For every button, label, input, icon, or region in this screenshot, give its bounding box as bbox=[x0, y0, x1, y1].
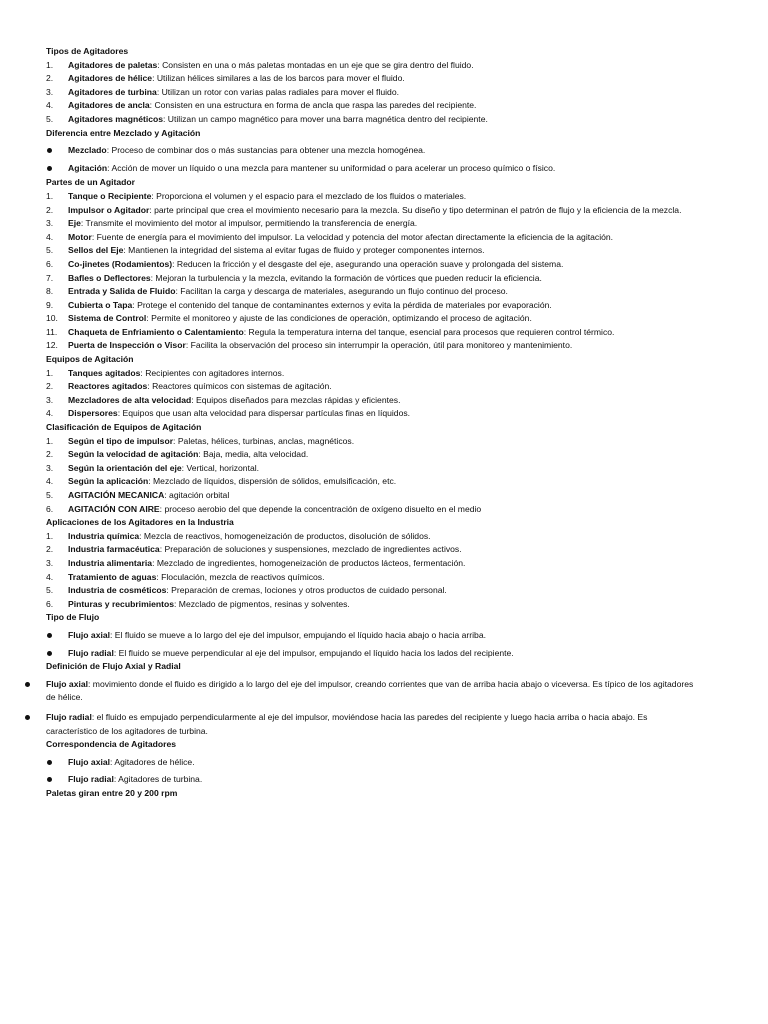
list-item-partes-1 bbox=[46, 190, 748, 204]
item-term: Agitadores de paletas bbox=[68, 59, 158, 70]
list-item-tipos-2 bbox=[46, 72, 748, 86]
item-text: : Preparación de cremas, lociones y otros productos de cuidado personal. bbox=[166, 585, 447, 596]
list-item-partes-9 bbox=[46, 299, 748, 313]
item-term: Industria química bbox=[68, 530, 140, 541]
bullet-icon bbox=[47, 148, 52, 153]
item-term: Bafles o Deflectores bbox=[68, 272, 151, 283]
item-number: 7. bbox=[46, 272, 54, 283]
item-term: Cubierta o Tapa bbox=[68, 299, 133, 310]
item-number: 4. bbox=[46, 571, 54, 582]
item-number: 2. bbox=[46, 544, 54, 555]
item-number: 1. bbox=[46, 59, 54, 70]
item-text: : Reducen la fricción y el desgaste del eje, asegurando una operación suave y prolongada del sistema. bbox=[172, 258, 564, 269]
item-text: : Utilizan un campo magnético para mover una barra magnética dentro del recipiente. bbox=[163, 113, 488, 124]
item-text: : agitación orbital bbox=[164, 490, 230, 500]
list-item-aplicaciones-6 bbox=[46, 598, 748, 612]
item-term: Mezcladores de alta velocidad bbox=[68, 394, 192, 405]
item-term: Mezclado bbox=[68, 145, 107, 156]
item-term: Flujo radial bbox=[68, 774, 114, 785]
item-number: 3. bbox=[46, 86, 54, 97]
item-text: : Mejoran la turbulencia y la mezcla, evitando la formación de vórtices que pueden reducir la eficiencia. bbox=[150, 272, 542, 283]
list-item-correspondencia-1 bbox=[46, 756, 748, 770]
item-term: Motor bbox=[68, 231, 92, 242]
list-item-aplicaciones-5 bbox=[46, 584, 748, 598]
item-term: Industria farmacéutica bbox=[68, 544, 160, 555]
list-item-correspondencia-2 bbox=[46, 773, 748, 787]
heading-aplicaciones: Aplicaciones de los Agitadores en la Industria bbox=[46, 517, 234, 528]
item-number: 5. bbox=[46, 245, 54, 256]
item-term: Tratamiento de aguas bbox=[68, 571, 157, 582]
item-term: Industria alimentaria bbox=[68, 557, 153, 568]
list-item-tipos-3 bbox=[46, 86, 748, 100]
item-number: 4. bbox=[46, 231, 54, 242]
item-text: : Agitadores de hélice. bbox=[110, 756, 195, 767]
list-item-equipos-3 bbox=[46, 394, 748, 408]
item-number: 3. bbox=[46, 462, 54, 473]
item-number: 2. bbox=[46, 204, 54, 215]
heading-equipos: Equipos de Agitación bbox=[46, 354, 134, 365]
item-term: Co-jinetes (Rodamientos) bbox=[68, 258, 173, 269]
heading-tipo-flujo: Tipo de Flujo bbox=[46, 612, 100, 623]
item-number: 3. bbox=[46, 394, 54, 405]
heading-clasificacion: Clasificación de Equipos de Agitación bbox=[46, 422, 202, 433]
list-item-definicion-1 bbox=[46, 678, 696, 705]
item-term: Sistema de Control bbox=[68, 313, 147, 324]
item-text: : Consisten en una estructura en forma de ancla que raspa las paredes del recipiente. bbox=[149, 100, 477, 111]
item-text: : movimiento donde el fluido es dirigido a lo largo del eje del impulsor, creando corrientes que van de arriba hacia abajo o viceversa. Es típico de los agitadores de hélice. bbox=[46, 678, 694, 703]
item-number: 4. bbox=[46, 476, 54, 487]
item-term: Agitadores de ancla bbox=[68, 100, 150, 111]
item-text: : Acción de mover un líquido o una mezcla para mantener su uniformidad o para acelerar un proceso químico o físico. bbox=[107, 162, 556, 173]
item-term: AGITACIÓN MECANICA bbox=[68, 490, 165, 500]
list-item-partes-4 bbox=[46, 231, 748, 245]
list-item-partes-12 bbox=[46, 339, 748, 353]
item-term: Sellos del Eje bbox=[68, 245, 124, 256]
heading-partes: Partes de un Agitador bbox=[46, 177, 135, 188]
list-item-tipo-flujo-1 bbox=[46, 629, 748, 643]
item-text: : Facilita la observación del proceso sin interrumpir la operación, útil para monitoreo y mantenimiento. bbox=[185, 340, 573, 351]
item-term: Eje bbox=[68, 218, 81, 229]
item-text: : Protege el contenido del tanque de contaminantes externos y evita la pérdida de materiales por evaporación. bbox=[132, 299, 552, 310]
item-number: 4. bbox=[46, 100, 54, 111]
list-item-partes-2 bbox=[46, 204, 748, 218]
item-term: Agitadores magnéticos bbox=[68, 113, 164, 124]
item-number: 11. bbox=[46, 326, 58, 337]
item-term: Según la aplicación bbox=[68, 476, 149, 487]
item-number: 9. bbox=[46, 299, 54, 310]
item-text: : Vertical, horizontal. bbox=[181, 462, 260, 473]
list-item-partes-11 bbox=[46, 326, 748, 340]
bullet-icon bbox=[25, 682, 30, 687]
item-number: 1. bbox=[46, 367, 54, 378]
item-text: : Baja, media, alta velocidad. bbox=[198, 449, 309, 460]
item-number: 12. bbox=[46, 340, 58, 351]
item-text: : Agitadores de turbina. bbox=[113, 774, 203, 785]
list-item-tipos-5 bbox=[46, 113, 748, 127]
list-item-clasificacion-2 bbox=[46, 448, 748, 462]
item-number: 3. bbox=[46, 557, 54, 568]
list-item-partes-5 bbox=[46, 244, 748, 258]
list-item-partes-10 bbox=[46, 312, 748, 326]
item-text: : Mezclado de líquidos, dispersión de sólidos, emulsificación, etc. bbox=[148, 476, 397, 487]
bullet-icon bbox=[47, 651, 52, 656]
item-number: 5. bbox=[46, 585, 54, 596]
item-text: : El fluido se mueve a lo largo del eje del impulsor, empujando el líquido hacia abajo o hacia arriba. bbox=[110, 629, 486, 640]
item-term: Impulsor o Agitador bbox=[68, 204, 150, 215]
bullet-icon bbox=[25, 715, 30, 720]
item-text: : Transmite el movimiento del motor al impulsor, permitiendo la transferencia de energía. bbox=[80, 218, 418, 229]
item-text: : parte principal que crea el movimiento necesario para la mezcla. Su diseño y tipo determinan el patrón de flujo y la eficiencia de la mezcla. bbox=[149, 204, 682, 215]
bullet-icon bbox=[47, 777, 52, 782]
list-item-equipos-4 bbox=[46, 407, 748, 421]
list-item-partes-6 bbox=[46, 258, 748, 272]
item-text: : Regula la temperatura interna del tanque, esencial para procesos que requieren control térmico. bbox=[243, 326, 615, 337]
item-text: : Fuente de energía para el movimiento del impulsor. La velocidad y potencia del motor afectan directamente la eficiencia de la agitación. bbox=[91, 231, 614, 242]
item-text: : El fluido se mueve perpendicular al eje del impulsor, empujando el líquido hacia los lados del recipiente. bbox=[113, 647, 514, 658]
list-item-partes-7 bbox=[46, 272, 748, 286]
item-term: Flujo radial bbox=[46, 711, 92, 722]
item-number: 1. bbox=[46, 190, 54, 201]
item-text: : Paletas, hélices, turbinas, anclas, magnéticos. bbox=[173, 435, 355, 446]
list-item-diferencia-2 bbox=[46, 162, 748, 176]
item-term: Chaqueta de Enfriamiento o Calentamiento bbox=[68, 326, 244, 337]
heading-tipos-agitadores: Tipos de Agitadores bbox=[46, 46, 129, 56]
item-number: 6. bbox=[46, 598, 54, 609]
item-text: : proceso aerobio del que depende la concentración de oxígeno disuelto en el medio bbox=[159, 503, 482, 514]
item-number: 2. bbox=[46, 381, 54, 392]
item-text: : Equipos que usan alta velocidad para dispersar partículas finas en líquidos. bbox=[117, 408, 411, 419]
item-term: Flujo radial bbox=[68, 647, 114, 658]
item-term: Según la orientación del eje bbox=[68, 462, 182, 473]
list-item-clasificacion-1 bbox=[46, 435, 748, 449]
list-item-tipo-flujo-2 bbox=[46, 647, 748, 661]
list-item-aplicaciones-3 bbox=[46, 557, 748, 571]
item-text: : Permite el monitoreo y ajuste de las condiciones de operación, optimizando el proceso de agitación. bbox=[146, 313, 532, 324]
item-term: AGITACIÓN CON AIRE bbox=[68, 503, 160, 514]
item-term: Flujo axial bbox=[46, 678, 89, 689]
item-number: 10. bbox=[46, 313, 58, 324]
item-text: : Mezclado de ingredientes, homogeneización de productos lácteos, fermentación. bbox=[152, 557, 466, 568]
bullet-icon bbox=[47, 760, 52, 765]
item-number: 8. bbox=[46, 286, 54, 297]
item-number: 6. bbox=[46, 503, 54, 514]
item-number: 1. bbox=[46, 435, 54, 446]
item-text: : el fluido es empujado perpendicularmente al eje del impulsor, moviéndose hacia las paredes del recipiente y luego hacia arriba o hacia abajo. Es característico de los agitadores de turbina. bbox=[46, 711, 648, 736]
item-text: : Mezclado de pigmentos, resinas y solventes. bbox=[174, 598, 350, 609]
item-text: : Consisten en una o más paletas montadas en un eje que se gira dentro del fluido. bbox=[157, 59, 474, 70]
item-term: Agitadores de hélice bbox=[68, 73, 153, 84]
item-term: Flujo axial bbox=[68, 756, 111, 767]
list-item-equipos-1 bbox=[46, 367, 748, 381]
list-item-equipos-2 bbox=[46, 380, 748, 394]
item-text: : Mantienen la integridad del sistema al evitar fugas de fluido y proteger componentes internos. bbox=[123, 245, 485, 256]
item-number: 5. bbox=[46, 490, 54, 500]
item-number: 2. bbox=[46, 449, 54, 460]
list-item-clasificacion-6 bbox=[46, 503, 748, 517]
list-item-diferencia-1 bbox=[46, 144, 748, 158]
heading-correspondencia: Correspondencia de Agitadores bbox=[46, 739, 177, 750]
item-text: : Utilizan hélices similares a las de los barcos para mover el fluido. bbox=[152, 73, 405, 84]
item-number: 3. bbox=[46, 218, 54, 229]
bullet-icon bbox=[47, 166, 52, 171]
item-term: Tanques agitados bbox=[68, 367, 141, 378]
item-term: Tanque o Recipiente bbox=[68, 190, 152, 201]
item-text: : Recipientes con agitadores internos. bbox=[140, 367, 285, 378]
list-item-clasificacion-4 bbox=[46, 475, 748, 489]
item-text: : Mezcla de reactivos, homogeneización de productos, disolución de sólidos. bbox=[139, 530, 431, 541]
item-term: Pinturas y recubrimientos bbox=[68, 598, 175, 609]
item-term: Según la velocidad de agitación bbox=[68, 449, 199, 460]
item-term: Según el tipo de impulsor bbox=[68, 435, 174, 446]
item-number: 2. bbox=[46, 73, 54, 84]
item-term: Industria de cosméticos bbox=[68, 585, 167, 596]
list-item-clasificacion-5 bbox=[46, 489, 748, 503]
item-text: : Reactores químicos con sistemas de agitación. bbox=[147, 381, 332, 392]
item-term: Puerta de Inspección o Visor bbox=[68, 340, 186, 351]
list-item-tipos-1 bbox=[46, 59, 748, 73]
footer-note: Paletas giran entre 20 y 200 rpm bbox=[46, 787, 178, 798]
list-item-aplicaciones-1 bbox=[46, 530, 748, 544]
item-text: : Floculación, mezcla de reactivos químicos. bbox=[156, 571, 325, 582]
heading-diferencia: Diferencia entre Mezclado y Agitación bbox=[46, 127, 201, 138]
item-text: : Preparación de soluciones y suspensiones, mezclado de ingredientes activos. bbox=[159, 544, 462, 555]
list-item-partes-8 bbox=[46, 285, 748, 299]
list-item-definicion-2 bbox=[46, 711, 696, 738]
item-text: : Facilitan la carga y descarga de materiales, asegurando un flujo continuo del proceso. bbox=[175, 286, 508, 297]
item-text: : Utilizan un rotor con varias palas radiales para mover el fluido. bbox=[156, 86, 399, 97]
item-term: Agitadores de turbina bbox=[68, 86, 157, 97]
item-number: 5. bbox=[46, 113, 54, 124]
item-number: 6. bbox=[46, 258, 54, 269]
item-number: 4. bbox=[46, 408, 54, 419]
item-text: : Proceso de combinar dos o más sustancias para obtener una mezcla homogénea. bbox=[106, 145, 426, 156]
list-item-tipos-4 bbox=[46, 99, 748, 113]
list-item-aplicaciones-2 bbox=[46, 543, 748, 557]
item-term: Reactores agitados bbox=[68, 381, 148, 392]
item-term: Dispersores bbox=[68, 408, 118, 419]
item-term: Flujo axial bbox=[68, 629, 111, 640]
item-text: : Proporciona el volumen y el espacio para el mezclado de los fluidos o materiales. bbox=[151, 190, 467, 201]
item-number: 1. bbox=[46, 530, 54, 541]
item-term: Agitación bbox=[68, 162, 108, 173]
list-item-aplicaciones-4 bbox=[46, 571, 748, 585]
item-text: : Equipos diseñados para mezclas rápidas y eficientes. bbox=[191, 394, 401, 405]
heading-definicion: Definición de Flujo Axial y Radial bbox=[46, 661, 181, 672]
list-item-clasificacion-3 bbox=[46, 462, 748, 476]
bullet-icon bbox=[47, 633, 52, 638]
item-term: Entrada y Salida de Fluido bbox=[68, 286, 176, 297]
list-item-partes-3 bbox=[46, 217, 748, 231]
